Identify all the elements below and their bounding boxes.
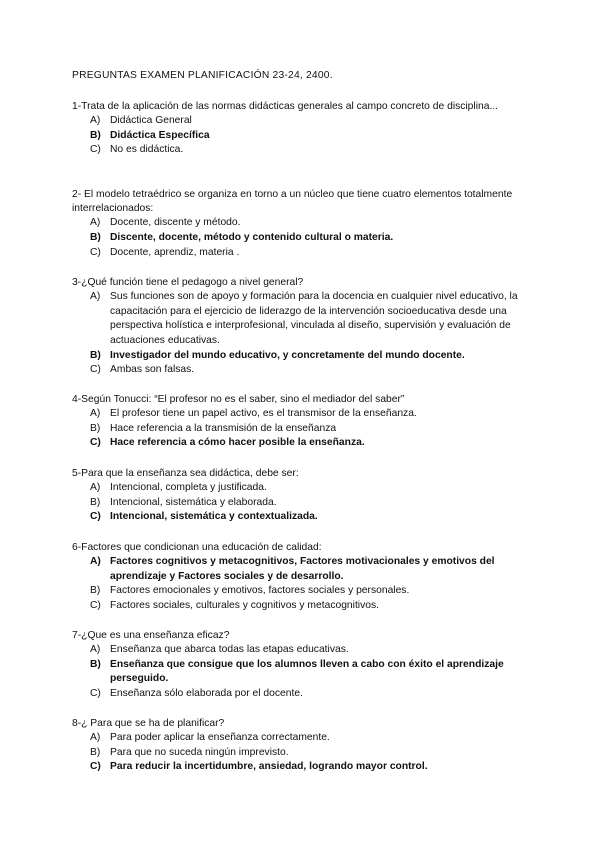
- question-text: 7-¿Que es una enseñanza eficaz?: [72, 630, 230, 641]
- option-letter: C): [90, 144, 101, 156]
- question-text: 8-¿ Para que se ha de planificar?: [72, 718, 225, 729]
- question-text: 5-Para que la enseñanza sea didáctica, debe ser:: [72, 468, 299, 479]
- question-text: 4-Según Tonucci: “El profesor no es el saber, sino el mediador del saber”: [72, 394, 405, 405]
- option-text: Didáctica General: [110, 115, 192, 127]
- option-text: Factores emocionales y emotivos, factores sociales y personales.: [110, 585, 410, 597]
- page-title: PREGUNTAS EXAMEN PLANIFICACIÓN 23-24, 2400.: [72, 70, 333, 81]
- option-text: Para que no suceda ningún imprevisto.: [110, 746, 289, 758]
- option-text: Hace referencia a la transmisión de la enseñanza: [110, 422, 337, 434]
- option-letter: A): [90, 217, 101, 229]
- option-list: [72, 643, 532, 701]
- option-b-correct: [72, 129, 532, 144]
- option-b: [72, 496, 532, 511]
- option-text: Para reducir la incertidumbre, ansiedad, logrando mayor control.: [110, 761, 428, 773]
- option-text: Enseñanza que consigue que los alumnos lleven a cabo con éxito el aprendizaje perseguido.: [110, 658, 504, 685]
- option-c: [72, 599, 532, 614]
- option-c-correct: [72, 510, 532, 525]
- question-7: [72, 629, 532, 702]
- option-text: Enseñanza que abarca todas las etapas educativas.: [110, 644, 349, 656]
- option-text: Discente, docente, método y contenido cultural o materia.: [110, 232, 394, 243]
- option-letter: B): [90, 232, 101, 243]
- option-list: [72, 114, 532, 158]
- option-a: [72, 481, 532, 496]
- option-letter: B): [90, 746, 101, 758]
- option-letter: B): [90, 129, 101, 141]
- option-text: Factores cognitivos y metacognitivos, Factores motivacionales y emotivos del aprendizaje y Factores sociales y de desarrollo.: [110, 556, 495, 582]
- option-list: [72, 555, 532, 613]
- option-a: [72, 643, 532, 658]
- option-a: [72, 290, 532, 348]
- option-text: Para poder aplicar la enseñanza correctamente.: [110, 732, 330, 744]
- question-5: [72, 467, 532, 525]
- option-letter: B): [90, 349, 101, 361]
- option-letter: C): [90, 761, 101, 773]
- question-6: [72, 541, 532, 614]
- option-letter: A): [90, 482, 101, 494]
- option-text: Hace referencia a cómo hacer posible la enseñanza.: [110, 437, 365, 449]
- option-text: Intencional, completa y justificada.: [110, 482, 267, 494]
- option-letter: A): [90, 115, 101, 127]
- option-text: Enseñanza sólo elaborada por el docente.: [110, 687, 303, 699]
- question-8: [72, 717, 532, 775]
- option-b: [72, 746, 532, 761]
- option-text: Ambas son falsas.: [110, 364, 195, 376]
- option-b: [72, 584, 532, 599]
- option-b: [72, 422, 532, 437]
- option-letter: A): [90, 644, 101, 656]
- option-b-correct: [72, 349, 532, 364]
- question-4: [72, 393, 532, 451]
- option-text: Didáctica Específica: [110, 129, 210, 141]
- option-text: Factores sociales, culturales y cognitivos y metacognitivos.: [110, 599, 379, 611]
- option-letter: B): [90, 496, 101, 508]
- option-letter: C): [90, 511, 101, 523]
- option-b-correct: [72, 231, 532, 246]
- option-letter: A): [90, 556, 101, 568]
- option-c: [72, 143, 532, 158]
- option-c: [72, 687, 532, 702]
- option-letter: A): [90, 408, 101, 420]
- option-text: Intencional, sistemática y contextualizada.: [110, 511, 318, 523]
- option-letter: C): [90, 687, 101, 699]
- option-letter: B): [90, 585, 101, 597]
- option-letter: C): [90, 364, 101, 376]
- option-list: [72, 481, 532, 525]
- question-text: 2- El modelo tetraédrico se organiza en torno a un núcleo que tiene cuatro elementos totalmente interrelacionados:: [72, 189, 513, 215]
- option-letter: A): [90, 732, 101, 744]
- option-letter: C): [90, 437, 101, 449]
- option-letter: C): [90, 246, 101, 258]
- option-b-correct: [72, 658, 532, 687]
- question-3: [72, 276, 532, 378]
- option-a: [72, 731, 532, 746]
- option-letter: C): [90, 599, 101, 611]
- option-text: El profesor tiene un papel activo, es el transmisor de la enseñanza.: [110, 408, 417, 420]
- option-text: Investigador del mundo educativo, y concretamente del mundo docente.: [110, 349, 465, 361]
- option-a: [72, 407, 532, 422]
- option-a: [72, 114, 532, 129]
- option-c: [72, 363, 532, 378]
- option-letter: B): [90, 422, 101, 434]
- option-c-correct: [72, 760, 532, 775]
- option-c: [72, 246, 532, 261]
- option-list: [72, 216, 532, 260]
- option-list: [72, 731, 532, 775]
- question-text: 6-Factores que condicionan una educación de calidad:: [72, 542, 322, 553]
- option-c-correct: [72, 436, 532, 451]
- option-text: Docente, discente y método.: [110, 217, 241, 229]
- option-a-correct: [72, 555, 532, 584]
- option-text: Docente, aprendiz, materia .: [110, 246, 240, 258]
- question-1: [72, 100, 532, 158]
- option-text: Intencional, sistemática y elaborada.: [110, 496, 277, 508]
- option-letter: A): [90, 291, 101, 303]
- question-text: 3-¿Qué función tiene el pedagogo a nivel general?: [72, 277, 304, 288]
- option-text: Sus funciones son de apoyo y formación para la docencia en cualquier nivel educativo, la capacitación para el ejercicio de liderazgo de la intervención socioeducativa desde una perspectiva holística e interprofesional, vinculada al diseño, supervisión y evaluación de actuaciones educativas.: [110, 291, 518, 346]
- option-list: [72, 407, 532, 451]
- option-a: [72, 216, 532, 231]
- option-list: [72, 290, 532, 378]
- option-text: No es didáctica.: [110, 144, 184, 156]
- question-2: [72, 188, 532, 260]
- question-text: 1-Trata de la aplicación de las normas didácticas generales al campo concreto de disciplina...: [72, 101, 499, 112]
- option-letter: B): [90, 658, 101, 670]
